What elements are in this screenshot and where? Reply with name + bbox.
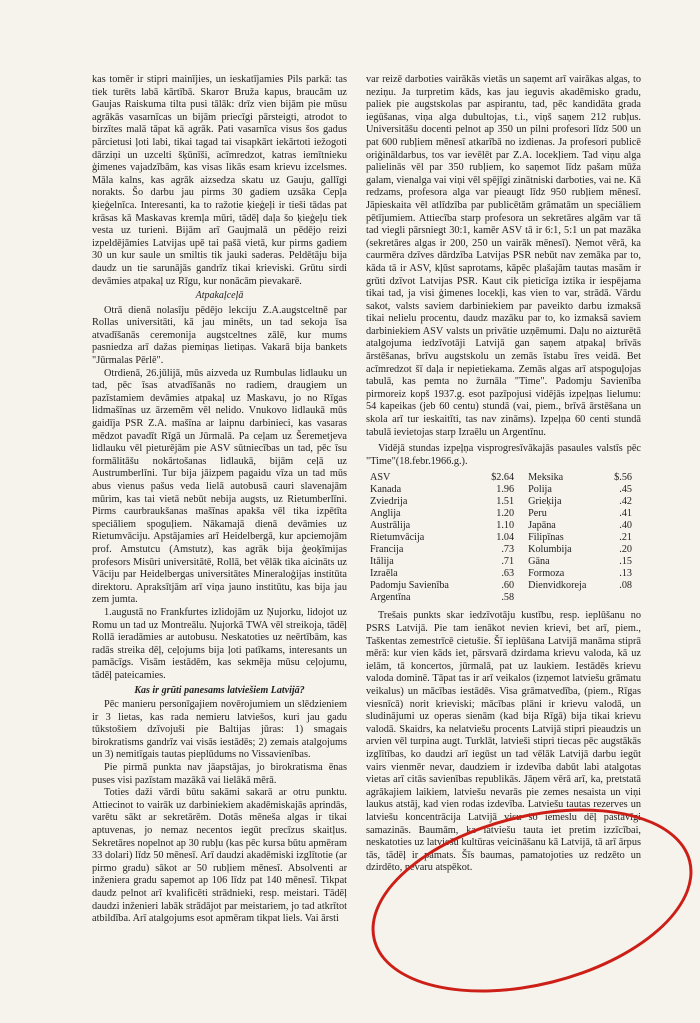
paragraph: Pie pirmā punkta nav jāapstājas, jo birokratisma ēnas puses visi pazīstam mazākā vai lielākā mērā. <box>92 762 347 786</box>
value-cell: .73 <box>501 544 515 556</box>
value-cell: .45 <box>619 484 632 496</box>
value-cell: 1.20 <box>496 508 515 520</box>
table-row <box>370 496 632 508</box>
table-row <box>370 568 632 580</box>
table-row <box>370 544 632 556</box>
table-row <box>370 580 632 592</box>
country-cell: Grieķija <box>528 496 562 508</box>
paragraph: Toties daži vārdi būtu sakāmi sakarā ar otru punktu. Attiecinot to vairāk uz darbiniekiem akadēmiskajās aprindās, varētu sākt ar sekretārēm. Dotās mēneša algas ir tikai aptuvenas, jo nemaz necentos iegūt precīzus skaitļus. Sekretāres nopelnot ap 30 rubļu (kas pēc kursa būtu apmēram 33 dolari) līdz 50 mēnesī. Arī daudzi akadēmiski izglītotie (ar pirmo gradu) sākot ar 50 rubļiem mēnesī. Absolventi ar inženiera gradu sapemot ap 106 līdz pat 140 mēnesī. Tikpat daudz pelnot arī kvalificēti strādnieki, resp. meistari. Tādēļ daudzi inženieri labāk strādājot par meistariem, jo tad atkrītot atbildība. Arī atalgojums esot apmēram tikpat liels. Vai ārsti <box>92 787 347 925</box>
country-cell: Austrālija <box>370 520 411 532</box>
value-cell: .71 <box>501 556 515 568</box>
value-cell: .40 <box>619 520 632 532</box>
country-cell: Padomju Savienība <box>370 580 449 592</box>
bottom-paragraph: Trešais punkts skar iedzīvotāju kustību, resp. ieplūšanu no PSRS Latvijā. Pie tam ienākot nevien krievi, bet arī, piem., Taškentas zemestrīcē cietušie. Šī ieplūšana Latvijā manāma stiprā mērā: kur vien kāds iet, pārsvarā dzirdama krievu valoda, kā uz ielām, tā koncertos, jūrmalā, pat uz laukiem. Iestādēs krievu valoda dominē. Tāpat tas ir arī veikalos (izņemot latviešu grāmatu veikalus) un mācības iestādēs. Visa grāmatvedība, (piem., Rīgas viesnīcā) norit krieviski; mācības plāni ir krievu valodā, un sludinājumi uz operas sienām (kad bija Rīgā) bija tikai krievu valodā. Skaidrs, ka nelatviešu procents Latvijā stipri pieaudzis un arvien vēl turpina augt. Turklāt, latvieši stipri tiecas pēc augstākās izglītības, ko daudzi arī iegūst un tad vēlāk Latvijā darbu iegūt vairs vienmēr nevar, daudziem ir izdevība dabūt labi atalgotas vietas arī citās savienības republikās. Jāņem vērā arī, ka, pretstatā agrākajiem laikiem, latviešu nevarās pie zemes nesaista un viņi laukus atstāj, kad vien rodas izdevība. Latviešu tautas rezerves un latviešu koncentrācija Latvijā visu šo iemeslu dēļ pastāvīgi samazinās. Baumām, ka latviešu tauta iet pretim izzīcībai, neskatoties uz latviešu kultūras veicināšanu kā Latvijā, tā arī ārpus tās, tādēļ ir pamats. Šīs baumas, pamatojoties uz redzēto un dzirdēto, nevaru atspēkot. <box>366 610 641 874</box>
value-cell: .21 <box>619 532 632 544</box>
value-cell: $.56 <box>614 472 632 484</box>
top-paragraph: var reizē darboties vairākās vietās un saņemt arī vairākas algas, to neziņu. Ja turpretim kāds, kas jau ieguvis akadēmisko gradu, paliek pie augstskolas par aspirantu, tad, pēc kandidāta grada iegūšanas, viņa alga dubultojas, t.i., viņš saņem 212 rubļus. Universitāšu docenti pelnot ap 350 un pilni profesori līdz 500 un pat 600 rubļiem mēnesī atkarībā no izdienas. Ja profesori publicē oriģināldarbus, tos var ievēlēt par Z.A. locekļiem. Tad viņu alga palielinās vēl par 350 rubļiem, ko saņemot līdz pašam mūža galam, vienalga vai viņi vēl spējīgi zinātniski darboties, vai ne. Kā redzams, profesora alga var pieaugt līdz 950 rubļiem mēnesī. Jāpieskaita vēl atlīdzība par publicētām grāmatām un speciāliem pētījumiem. Attiecība starp profesora un sekretāres algām var tā tad viegli pārsniegt 30:1, kamēr ASV tā ir 6:1, 5:1 un pat mazāka (sekretāres algas ir 200, 250 un vairāk mēnesī). Ņemot vērā, ka caurmēra dzīves dārdzība Latvijas PSR nebūt nav zemāka par to, kāda tā ir ASV, kļūst saprotams, kāpēc plašajām tautas masām ir grūti dzīvot Latvijas PSR. Kaut cik pieticīga iztika ir iespējama tikai tad, ja visi ģimenes locekļi, kas vien to var, strādā. Vārdu sakot, valsts saviem darbiniekiem par paveikto darbu izmaksā tikai nelielu procentu, daudz mazāku par to, ko izmaksā saviem darbiniekiem ASV valsts un privātie uzņēmumi. Daļu no aizturētā atalgojuma iedzīvotāji Latvijā gan saņem atpakaļ brīvās ārstēšanas, brīvu augstskolu un zemās īstabu īres veidā. Bet acīmredzot šī daļa ir nepietiekama. Zemās algas arī atspoguļojas tabulā, kas pemta no žurnāla "Time". Padomju Savienība pirmoreiz kopš 1937.g. esot pazīpojusi vidējās izpeļņas lielumu: 54 kapeikas (jeb 60 centu) stundā (vai, piem., brīvā ārstēšana un skola arī tur ieskaitīti, tas nav zināms). Izpeļņa 60 centi stundā tabulā ievietojas starp Izraēlu un Argentīnu. <box>366 74 641 438</box>
value-cell: 1.96 <box>496 484 515 496</box>
country-cell: Japāna <box>528 520 556 532</box>
value-cell: .13 <box>619 568 632 580</box>
country-cell: Rietumvācija <box>370 532 425 544</box>
right-column <box>366 74 641 875</box>
wage-table <box>370 472 632 604</box>
intro-paragraph: kas tomēr ir stipri mainījies, un ieskatījamies Pils parkā: tas tiek turēts labā kārtībā. Skaroт Bruža kapus, braucām uz Gaujas Raiskuma tilta pusi tālāk: drīz vien bijām pie mūsu agrākās vasarnīcas un bijām priecīgi pārsteigti, atrodot to birzītes malā tāpat kā agrāk. Pati vasarnīca visus šos gadus pārcietusi ļoti labi, tikai tagad tai visapkārt iekārtoti iežogoti dārziņi un uzcelti šķūnīši, acīmredzot, katras iemītnieku ģimenes vajadzībām, kas visas likās esam krievu izcelsmes. Māla kalns, kas agrāk aizsedza skatu uz Gauju, gallīgi norakts. Šo darbu jau pirms 30 gadiem uzsāka Cepļa ķieģelnīca. Interesanti, ka to ražotie ķieģeļi ir tieši tādas pat krāsas kā Maskavas kremļa mūri, tādēļ daļa šo ķieģeļu tiek vesta uz turieni. Bijām arī Gaujmalā un pēdējo reizi izpeldējāmies Latvijas upē tai pašā vietā, kur pirms gadiem 30 un kur saule un smiltis tik jauki saderas. Peldētāju bija daudz un tie sarunājās gandrīz tikai krieviski. Grūtu sirdi devāmies atpakaļ uz Rīgu, kur nonācām pievakarē. <box>92 74 347 287</box>
value-cell <box>608 592 632 604</box>
table-row <box>370 472 632 484</box>
country-cell: Dienvidkoreja <box>528 580 587 592</box>
value-cell: $2.64 <box>491 472 515 484</box>
value-cell: 1.04 <box>496 532 515 544</box>
value-cell: .41 <box>619 508 632 520</box>
country-cell: Itālija <box>370 556 394 568</box>
section-heading-gruti: Kas ir grūti panesams latviešiem Latvijā? <box>134 684 305 696</box>
country-cell: Polija <box>528 484 552 496</box>
country-cell: Argentīna <box>370 592 411 604</box>
value-cell: .08 <box>619 580 632 592</box>
table-row <box>370 508 632 520</box>
table-row <box>370 484 632 496</box>
country-cell: Zviedrija <box>370 496 408 508</box>
paragraph: Pēc manieru personīgajiem novērojumiem un slēdzieniem ir 3 lietas, kas rada nemieru latviešos, kuri jau gadu tūkstošiem dzīvojuši pie Baltijas jūras: 1) smagais birokratisms gandrīz vai visās iestādēs; 2) zemais atalgojums un 3) nemitīgais tautas pieplūdums no Vissavienības. <box>92 699 347 761</box>
value-cell: .42 <box>619 496 632 508</box>
value-cell: 1.10 <box>496 520 515 532</box>
country-cell: Kolumbija <box>528 544 572 556</box>
left-column <box>92 74 347 926</box>
country-cell <box>528 592 608 604</box>
country-cell: Izraēla <box>370 568 398 580</box>
paragraph: Otrā dienā nolasīju pēdējo lekciju Z.A.augstceltnē par Rollas universitāti, kā jau minēts, un tad sekoja īsa atvadīšanās ceremonija augstceltnes zālē, kur mums pasniedza arī dažas piemiņas lietiņas. Vakarā bija bankets "Jūrmalas Pērlē". <box>92 304 347 367</box>
country-cell: Formoza <box>528 568 565 580</box>
country-cell: Kanada <box>370 484 402 496</box>
section-heading-atpakalcela: Atpakaļceļā <box>195 290 244 302</box>
value-cell: 1.51 <box>496 496 515 508</box>
table-row <box>370 592 632 604</box>
country-cell: Gāna <box>528 556 550 568</box>
value-cell: .63 <box>501 568 515 580</box>
table-row <box>370 556 632 568</box>
table-row <box>370 532 632 544</box>
country-cell: Filipīnas <box>528 532 564 544</box>
table-row <box>370 520 632 532</box>
paragraph: Otrdienā, 26.jūlijā, mūs aizveda uz Rumbulas lidlauku un tad, pēc īsas atvadīšanās no radiem, draugiem un pazīstamiem devāmies atpakaļ uz Maskavu, jo no Rīgas lidmašīnas uz ārzemēm vēl nelido. Vnukovo lidlaukā mūs gaidīja PSR Z.A. mašīna ar laipnu darbinieci, kas vasaras mēdzot pavadīt Rīgā un Jūrmalā. Pa ceļam uz Šeremetjeva lidlauku vēl pieturējām pie ASV sūtniecības un tad, pēc īsu formālitāšu nokārtošanas lidlaukā, bijām ceļā uz Austrumberlīni. Tur bija jāizpem pagaidu vīza un tad mūs abus vienus pašus veda lielā autobusā cauri slavenajām mūrim, kas tai vietā nebūt nebija augsts, uz Rietumberlīni. Pirms caurbraukšanas mašīnas apakša vēl tika izpētīta speciāliem spoguļiem. Nākamajā dienā devāmies uz Rietumvāciju. Apstājamies arī Heidelbergā, kur apciemojām prof. Amstutcu (Amstutz), kas agrāk bija ģeoķīmijas profesors Misūri universitātē, Rollā, bet vēlāk tika aicināts uz Vāciju par Heidelbergas universitātes Mineraloģijas institūta direktoru. Apraksītjām arī viņa jauno institūtu, kas bija jau zem jumta. <box>92 367 347 606</box>
country-cell: ASV <box>370 472 391 484</box>
country-cell: Meksika <box>528 472 564 484</box>
country-cell: Peru <box>528 508 547 520</box>
country-cell: Anglija <box>370 508 401 520</box>
value-cell: .60 <box>501 580 515 592</box>
country-cell: Francija <box>370 544 404 556</box>
value-cell: .15 <box>619 556 632 568</box>
table-caption: Vidējā stundas izpeļņa visprogresīvākajās pasaules valstīs pēc "Time"(18.febr.1966.g.). <box>366 443 641 467</box>
value-cell: .20 <box>619 544 632 556</box>
value-cell: .58 <box>501 592 515 604</box>
paragraph: 1.augustā no Frankfurtes izlidojām uz Ņujorku, lidojot uz Romu un tad uz Montreālu. Ņujorkā TWA vēl streikoja, tādēļ Rollā ieradāmies ar autobusu. Neskatoties uz neērtībām, kas radās streika dēļ, ceļojums bija ļoti patīkams, interesants un pamācīgs. Visām iestādēm, kas sekmēja mūsu ceļojumu, tādēļ pateicamies. <box>92 606 347 681</box>
